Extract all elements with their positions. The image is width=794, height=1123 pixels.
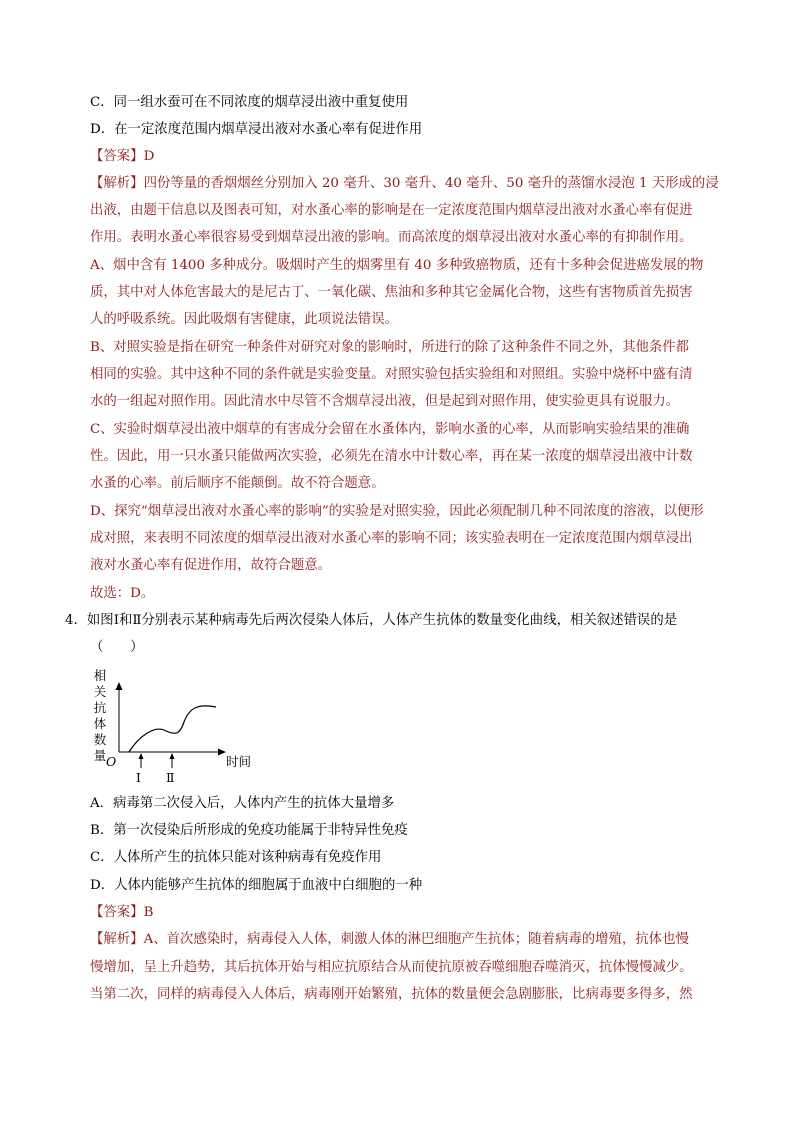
- marker-label-2: Ⅱ: [166, 770, 175, 785]
- analysis2-line-1: 慢增加，呈上升趋势，其后抗体开始与相应抗原结合从而使抗原被吞噬细胞吞噬消灭，抗体慢慢减少。: [90, 960, 693, 975]
- analysis-line-1: 出液，由题干信息以及图表可知，对水蚤心率的影响是在一定浓度范围内烟草浸出液对水蚤心率有促进: [90, 203, 693, 218]
- analysis-line-10: 性。因此，用一只水蚤只能做两次实验，必须先在清水中计数心率，再在某一浓度的烟草浸出液中计数: [90, 449, 693, 464]
- analysis-line-14: 液对水蚤心率有促进作用，故符合题意。: [90, 558, 332, 573]
- answer-line: [90, 147, 154, 167]
- antibody-curve: [129, 706, 216, 752]
- analysis2-line-0: 【解析】A、首次感染时，病毒侵入人体，刺激人体的淋巴细胞产生抗体；随着病毒的增殖，抗体也慢: [90, 932, 689, 947]
- y-axis-arrow: [116, 682, 123, 690]
- analysis-line-13: 成对照，来表明不同浓度的烟草浸出液对水蚤心率的影响不同；该实验表明在一定浓度范围内烟草浸出: [90, 531, 693, 546]
- x-axis-label: 时间: [226, 754, 252, 769]
- marker-arrowhead-2: [170, 753, 175, 759]
- question-4-bracket: （ ）: [90, 640, 144, 655]
- line-1: D．在一定浓度范围内烟草浸出液对水蚤心率有促进作用: [90, 122, 423, 137]
- origin-label: O: [106, 754, 117, 769]
- answer-value-2: B: [143, 905, 154, 920]
- answer-tag-2: 【答案】: [90, 905, 144, 920]
- x-axis-arrow: [218, 749, 226, 756]
- analysis-line-6: B、对照实验是指在研究一种条件对研究对象的影响时，所进行的除了这种条件不同之外，其他条件都: [90, 340, 690, 355]
- analysis-line-3: A、烟中含有 1400 多种成分。吸烟时产生的烟雾里有 40 多种致癌物质，还有十多种会促进癌发展的物: [90, 258, 704, 273]
- option-b: B．第一次侵染后所形成的免疫功能属于非特异性免疫: [90, 823, 408, 838]
- option-d: D．人体内能够产生抗体的细胞属于血液中白细胞的一种: [90, 878, 423, 893]
- answer-value: D: [143, 149, 155, 164]
- analysis-line-8: 水的一组起对照作用。因此清水中尽管不含烟草浸出液，但是起到对照作用，使实验更具有说服力。: [90, 394, 680, 409]
- question-4-stem: 4．如图Ⅰ和Ⅱ分别表示某种病毒先后两次侵染人体后，人体产生抗体的数量变化曲线，相关叙述错误的是: [65, 613, 678, 628]
- analysis-tag: 【解析】: [90, 176, 144, 191]
- antibody-curve-figure: [84, 664, 264, 788]
- analysis-line-7: 相同的实验。其中这种不同的条件就是实验变量。对照实验包括实验组和对照组。实验中烧杯中盛有清: [90, 367, 693, 382]
- analysis2-line-2: 当第二次，同样的病毒侵入人体后，病毒刚开始繁殖，抗体的数量便会急剧膨胀，比病毒要多得多，然: [90, 987, 693, 1002]
- analysis-line-15: 故选：D。: [90, 586, 155, 601]
- marker-arrowhead-1: [139, 753, 144, 759]
- option-c: C．人体所产生的抗体只能对该种病毒有免疫作用: [90, 850, 382, 865]
- answer-line-2: [90, 903, 153, 923]
- answer-tag: 【答案】: [90, 149, 144, 164]
- analysis-tag-2: 【解析】: [90, 932, 144, 947]
- analysis-line-12: D、探究“烟草浸出液对水蚤心率的影响”的实验是对照实验，因此必须配制几种不同浓度的溶液，以便形: [90, 504, 704, 519]
- analysis-line-5: 人的呼吸系统。因此吸烟有害健康，此项说法错误。: [90, 312, 398, 327]
- analysis-line-2: 作用。表明水蚤心率很容易受到烟草浸出液的影响。而高浓度的烟草浸出液对水蚤心率的有抑制作用。: [90, 230, 693, 245]
- analysis-line-9: C、实验时烟草浸出液中烟草的有害成分会留在水蚤体内，影响水蚤的心率，从而影响实验结果的准确: [90, 422, 690, 437]
- line-0: C．同一组水蚕可在不同浓度的烟草浸出液中重复使用: [90, 95, 409, 110]
- y-axis-label: 相 关 抗 体 数 量: [93, 668, 107, 763]
- analysis-line-0: 【解析】四份等量的香烟烟丝分别加入 20 毫升、30 毫升、40 毫升、50 毫升的蒸馏水浸泡 1 天形成的浸: [90, 176, 719, 191]
- analysis-line-4: 质，其中对人体危害最大的是尼古丁、一氧化碳、焦油和多种其它金属化合物，这些有害物质首先损害: [90, 285, 693, 300]
- analysis-line-11: 水蚤的心率。前后顺序不能颠倒。故不符合题意。: [90, 476, 385, 491]
- marker-label-1: Ⅰ: [136, 770, 141, 785]
- antibody-curve-svg: [84, 664, 264, 788]
- option-a: A．病毒第二次侵入后，人体内产生的抗体大量增多: [90, 796, 395, 811]
